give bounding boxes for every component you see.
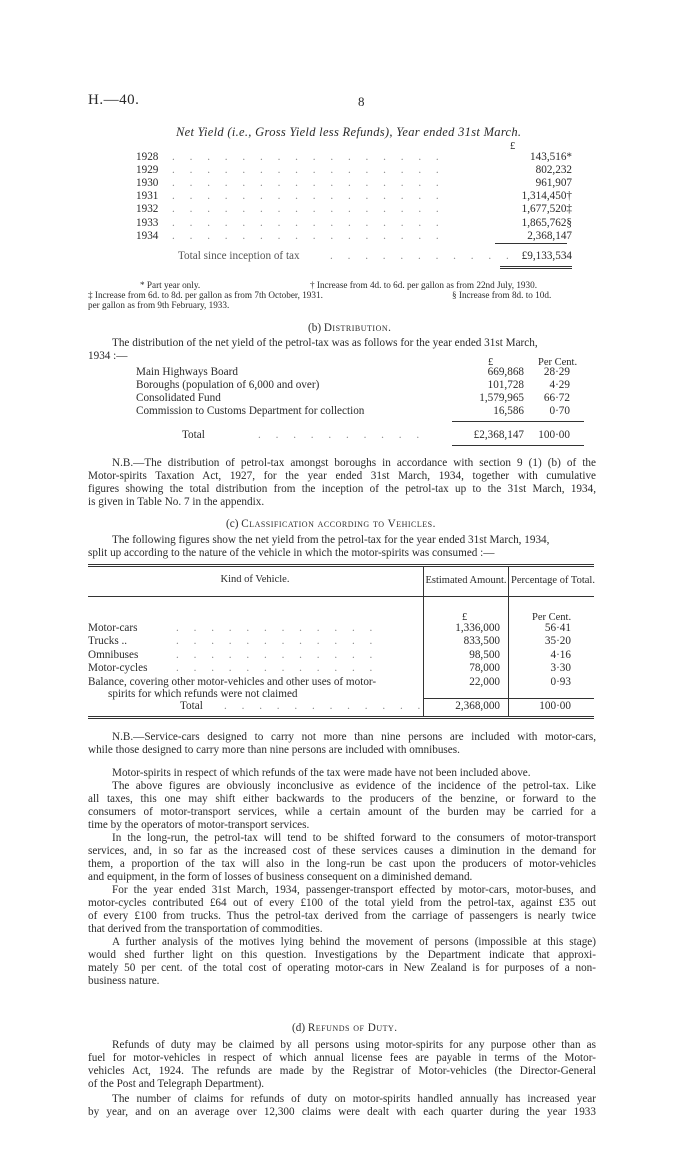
distribution-rule [452, 445, 584, 446]
vehicle-percent: 3·30 [550, 662, 571, 675]
distribution-label: Consolidated Fund [136, 392, 221, 404]
refund-paragraph-line: fuel for motor-vehicles in respect of which annual license fees are payable in terms of the Motor- [88, 1052, 596, 1064]
paragraph-line: of every £100 from trucks. Thus the petrol-tax derived from the carriage of passengers is nearly twice [88, 910, 596, 922]
footnote-increase-1933-cont: per gallon as from 9th February, 1933. [88, 300, 230, 310]
section-prefix: (b) [308, 322, 322, 334]
net-yield-double-rule [500, 268, 572, 269]
distribution-rule [452, 421, 584, 422]
refunds-heading [292, 1023, 398, 1034]
classification-heading [226, 519, 436, 530]
yield-value: 143,516* [530, 151, 572, 163]
section-title: Distribution. [323, 322, 392, 334]
leader-dots: . . . . . . . . . . . . [176, 648, 379, 661]
vehicle-amount: 833,500 [463, 635, 500, 648]
vehicle-label: Omnibuses [88, 648, 139, 661]
section-title: Refunds of Duty. [307, 1022, 398, 1034]
paragraph-line: motor-cycles contributed £64 out of every £100 of the total yield from the petrol-tax, against £35 out [88, 897, 596, 909]
year-label: 1929 [136, 164, 159, 177]
distribution-percent: 28·29 [543, 366, 570, 378]
col-percent-header: Percentage of Total. [511, 575, 595, 586]
distribution-percent: 0·70 [549, 405, 570, 417]
paragraph-line: services, and, in so far as the increased cost of these services causes a diminution in the demand for [88, 845, 596, 857]
paragraph-line: The above figures are obviously inconclusive as evidence of the incidence of the petrol-tax. Like [112, 780, 596, 792]
distribution-amount: 669,868 [487, 366, 524, 378]
paragraph-line: time by the operators of motor-transport services. [88, 819, 310, 831]
distribution-total-percent: 100·00 [538, 429, 570, 441]
leader-dots: . . . . . . . . . . . . . . . . [172, 229, 445, 242]
leader-dots: . . . . . . . . . . . . [176, 662, 379, 675]
year-label: 1933 [136, 216, 159, 229]
distribution-percent: 4·29 [549, 379, 570, 391]
year-label: 1928 [136, 151, 159, 163]
paragraph-line: all taxes, this one may shift either backwards to the producers of the benzine, or forward to the [88, 793, 596, 805]
year-label: 1931 [136, 190, 159, 203]
paragraph-line: consumers of motor-transport services, while a certain amount of the burden may be carried for a [88, 806, 596, 818]
note-line: Motor-spirits Taxation Act, 1927, for the year ended 31st March, 1934, together with cumulative [88, 470, 596, 482]
leader-dots: . . . . . . . . . . [258, 429, 426, 441]
note-line: figures showing the total distribution from the inception of the petrol-tax up to the 31st March, 1934, [88, 483, 596, 495]
yield-value: 1,865,762§ [521, 216, 572, 229]
section-prefix: (d) [292, 1022, 306, 1034]
paragraph-line: mately 50 per cent. of the total cost of operating motor-cars in New Zealand is for purposes of a non- [88, 962, 596, 974]
leader-dots: . . . . . . . . . . . . [330, 250, 533, 262]
distribution-col-amount: £ [488, 357, 494, 368]
col-amount-header: Estimated Amount. [425, 575, 507, 586]
header-rule [88, 596, 594, 597]
net-yield-double-rule [500, 266, 572, 267]
classification-total-amount: 2,368,000 [455, 700, 500, 712]
table-top-rule [88, 566, 594, 567]
balance-percent: 0·93 [550, 676, 571, 688]
refund-paragraph-line: vehicles Act, 1924. The refunds are made by the Registrar of Motor-vehicles (the Director-General [88, 1065, 596, 1077]
net-yield-total-value: £9,133,534 [521, 250, 572, 262]
vehicle-amount: 78,000 [469, 662, 500, 675]
yield-value: 1,677,520‡ [521, 203, 572, 216]
distribution-intro: The distribution of the net yield of the petrol-tax was as follows for the year ended 31st March, [112, 337, 538, 349]
paragraph-line: business nature. [88, 975, 160, 987]
leader-dots: . . . . . . . . . . . . . . . . [172, 164, 445, 177]
net-yield-title: Net Yield (i.e., Gross Yield less Refunds), Year ended 31st March. [176, 125, 522, 139]
footnote-part-year: * Part year only. [140, 280, 201, 290]
unit-amount: £ [462, 612, 468, 623]
vehicle-amount: 98,500 [469, 648, 500, 661]
footnote-increase-1931: ‡ Increase from 6d. to 8d. per gallon as from 7th October, 1931. [88, 290, 323, 300]
refund-paragraph-line: by year, and on an average over 12,300 claims were dealt with each quarter during the year 1933 [88, 1106, 596, 1118]
paragraph-line: For the year ended 31st March, 1934, passenger-transport effected by motor-cars, motor-buses, and [112, 884, 596, 896]
distribution-percent: 66·72 [543, 392, 570, 404]
yield-value: 1,314,450† [521, 190, 572, 203]
distribution-total-amount: £2,368,147 [473, 429, 524, 441]
leader-dots: . . . . . . . . . . . . . . . . [172, 177, 445, 190]
leader-dots: . . . . . . . . . . . . [176, 622, 379, 634]
leader-dots: . . . . . . . . . . . . . . . . [172, 203, 445, 216]
refund-paragraph-line: of the Post and Telegraph Department). [88, 1078, 265, 1090]
distribution-amount: 101,728 [487, 379, 524, 391]
table-top-rule [88, 564, 594, 565]
distribution-label: Main Highways Board [136, 366, 238, 378]
distribution-label: Commission to Customs Department for collection [136, 405, 365, 417]
vehicle-percent: 35·20 [544, 635, 571, 648]
classification-intro: The following figures show the net yield from the petrol-tax for the year ended 31st March, 1934, [112, 534, 550, 546]
yield-value: 802,232 [535, 164, 572, 177]
net-yield-rule [495, 243, 567, 244]
classification-total-label: Total [180, 700, 203, 712]
distribution-total-label: Total [182, 429, 205, 441]
paragraph-line: would shed further light on this question. Investigations by the Department indicate that approxi- [88, 949, 596, 961]
leader-dots: . . . . . . . . . . . . [224, 700, 427, 712]
note-line: while those designed to carry more than nine persons are included with omnibuses. [88, 744, 460, 756]
table-bottom-rule [88, 718, 594, 719]
section-prefix: (c) [226, 518, 239, 530]
net-yield-total-label: Total since inception of tax [178, 250, 300, 262]
note-line: N.B.—Service-cars designed to carry not more than nine persons are included with motor-cars, [112, 731, 596, 743]
distribution-amount: 16,586 [493, 405, 524, 417]
balance-label-cont: spirits for which refunds were not claimed [108, 688, 298, 700]
refund-paragraph-line: Refunds of duty may be claimed by all persons using motor-spirits for any purpose other than as [112, 1039, 596, 1051]
vehicle-label: Motor-cycles [88, 662, 148, 675]
vehicle-percent: 4·16 [550, 648, 571, 661]
distribution-col-percent: Per Cent. [538, 357, 578, 368]
vehicle-percent: 56·41 [544, 622, 571, 634]
document-reference: H.—40. [88, 92, 140, 108]
refund-paragraph-line: The number of claims for refunds of duty on motor-spirits handled annually has increased year [112, 1093, 596, 1105]
footnote-increase-1930: † Increase from 4d. to 6d. per gallon as from 22nd July, 1930. [310, 280, 537, 290]
note-line: is given in Table No. 7 in the appendix. [88, 496, 265, 508]
table-bottom-rule [88, 716, 594, 717]
distribution-amount: 1,579,965 [479, 392, 524, 404]
vehicle-label: Motor-cars [88, 622, 138, 634]
year-label: 1930 [136, 177, 159, 190]
total-rule [424, 698, 594, 699]
paragraph-line: In the long-run, the petrol-tax will tend to be shifted forward to the consumers of motor-transport [112, 832, 596, 844]
paragraph-line: and equipment, in the form of losses of business consequent on a diminished demand. [88, 871, 473, 883]
vehicle-amount: 1,336,000 [455, 622, 500, 634]
balance-label: Balance, covering other motor-vehicles and other uses of motor- [88, 676, 377, 688]
leader-dots: . . . . . . . . . . . . . . . . [172, 151, 445, 163]
section-title: Classification according to Vehicles. [241, 518, 436, 530]
page-number: 8 [358, 94, 365, 109]
year-label: 1934 [136, 229, 159, 242]
distribution-heading [308, 323, 391, 334]
note-line: N.B.—The distribution of petrol-tax amongst boroughs in accordance with section 9 (1) (b) of the [112, 457, 596, 469]
distribution-intro-cont: 1934 :— [88, 350, 128, 362]
leader-dots: . . . . . . . . . . . . [176, 635, 379, 648]
vehicle-label: Trucks .. [88, 635, 128, 648]
paragraph-line: Motor-spirits in respect of which refunds of the tax were made have not been included above. [112, 767, 531, 779]
unit-percent: Per Cent. [532, 612, 572, 623]
col-kind-header: Kind of Vehicle. [220, 574, 290, 585]
distribution-label: Boroughs (population of 6,000 and over) [136, 379, 320, 391]
yield-value: 961,907 [535, 177, 572, 190]
classification-total-percent: 100·00 [539, 700, 571, 712]
year-label: 1932 [136, 203, 159, 216]
classification-intro-cont: split up according to the nature of the vehicle in which the motor-spirits was consumed :— [88, 547, 495, 559]
leader-dots: . . . . . . . . . . . . . . . . [172, 216, 445, 229]
paragraph-line: them, a proportion of the tax will also in the long-run be cast upon the producers of motor-vehicles [88, 858, 596, 870]
leader-dots: . . . . . . . . . . . . . . . . [172, 190, 445, 203]
paragraph-line: A further analysis of the motives lying behind the movement of persons (impossible at this stage) [112, 936, 596, 948]
yield-value: 2,368,147 [527, 229, 572, 242]
net-yield-currency: £ [510, 141, 516, 152]
footnote-increase-1933: § Increase from 8d. to 10d. [452, 290, 552, 300]
balance-amount: 22,000 [469, 676, 500, 688]
paragraph-line: that derived from the transportation of commodities. [88, 923, 323, 935]
